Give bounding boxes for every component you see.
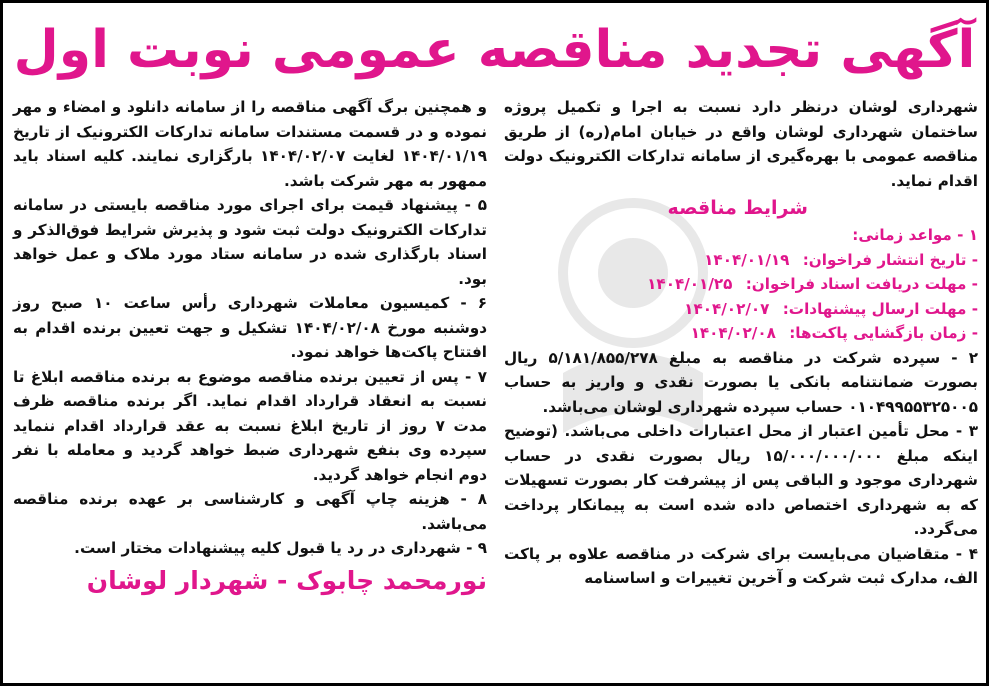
item-2: ۲ - سپرده شرکت در مناقصه به مبلغ ۵/۱۸۱/۸۵۵/۲۷۸ ریال بصورت ضمانتنامه بانکی یا بصورت نقدی و واریز به حساب ۰۱۰۴۹۹۵۵۳۲۵۰۰۵ حساب سپرده شهرداری لوشان می‌باشد. <box>504 348 978 416</box>
date-row-submission <box>504 297 978 322</box>
date-label: - مهلت دریافت اسناد فراخوان: <box>745 275 978 293</box>
continuation-paragraph: و همچنین برگ آگهی مناقصه را از سامانه دانلود و امضاء و مهر نموده و در قسمت مستندات سامانه تدارکات الکترونیک از تاریخ ۱۴۰۴/۰۱/۱۹ لغایت ۱۴۰۴/۰۲/۰۷ بارگزاری نمایند. کلیه اسناد باید ممهور به مهر شرکت باشد. <box>13 98 487 190</box>
date-label: - مهلت ارسال پیشنهادات: <box>782 299 978 318</box>
item-4: ۴ - متقاضیان می‌بایست برای شرکت در مناقصه علاوه بر پاکت الف، مدارک ثبت شرکت و آخرین تغییرات و اساسنامه <box>504 544 978 587</box>
signature: نورمحمد چابوک - شهردار لوشان <box>86 565 487 595</box>
date-label: - تاریخ انتشار فراخوان: <box>802 250 978 269</box>
date-label: - زمان بازگشایی پاکت‌ها: <box>789 324 978 342</box>
item-3: ۳ - محل تأمین اعتبار از محل اعتبارات داخلی می‌باشد. (توضیح اینکه مبلغ ۱۵/۰۰۰/۰۰۰/۰۰۰ ریال بصورت نقدی در حساب شهرداری موجود و الباقی پس از پیشرفت کار بصورت تسهیلات که به شهرداری اختصاص داده شده است به پیمانکار پرداخت می‌گردد. <box>504 422 979 538</box>
date-row-opening <box>504 321 978 346</box>
date-value: ۱۴۰۴/۰۲/۰۷ <box>684 299 770 318</box>
dates-list <box>504 248 978 346</box>
item-5: ۵ - پیشنهاد قیمت برای اجرای مورد مناقصه بایستی در سامانه تدارکات الکترونیک دولت ثبت شود و پذیرش شرایط فوق‌الذکر و اسناد بارگذاری شده در سامانه ستاد مورد ملاک و عمل خواهد بود. <box>13 196 487 288</box>
right-column <box>504 95 978 591</box>
intro-paragraph: شهرداری لوشان درنظر دارد نسبت به اجرا و تکمیل پروژه ساختمان شهرداری لوشان واقع در خیابان امام(ره) از طریق مناقصه عمومی با بهره‌گیری از سامانه تدارکات الکترونیک دولت اقدام نماید. <box>504 98 978 190</box>
item-8: ۸ - هزینه چاپ آگهی و کارشناسی بر عهده برنده مناقصه می‌باشد. <box>13 490 487 533</box>
item-7: ۷ - پس از تعیین برنده مناقصه موضوع به برنده مناقصه ابلاغ تا نسبت به انعقاد قرارداد اقدام نماید. اگر برنده مناقصه ظرف مدت ۷ روز از تاریخ ابلاغ نسبت به عقد قرارداد اقدام ننماید سپرده وی بنفع شهرداری ضبط خواهد گردید و معامله با نفر دوم انجام خواهد گردید. <box>13 367 487 484</box>
date-value: ۱۴۰۴/۰۲/۰۸ <box>690 324 776 342</box>
left-column <box>13 95 487 601</box>
page-title: آگهی تجدید مناقصه عمومی نوبت اول <box>13 20 976 80</box>
conditions-heading: شرایط مناقصه <box>667 197 808 219</box>
item-6: ۶ - کمیسیون معاملات شهرداری رأس ساعت ۱۰ صبح روز دوشنبه مورخ ۱۴۰۴/۰۲/۰۸ تشکیل و جهت تعیین برنده اقدام به افتتاح پاکت‌ها خواهد نمود. <box>13 294 487 361</box>
date-value: ۱۴۰۴/۰۱/۱۹ <box>704 250 790 269</box>
item-1-title: ۱ - مواعد زمانی: <box>852 226 978 244</box>
date-row-documents <box>504 272 978 297</box>
item-9: ۹ - شهرداری در رد یا قبول کلیه پیشنهادات مختار است. <box>74 539 487 557</box>
date-row-publish <box>504 248 978 273</box>
date-value: ۱۴۰۴/۰۱/۲۵ <box>647 275 733 293</box>
